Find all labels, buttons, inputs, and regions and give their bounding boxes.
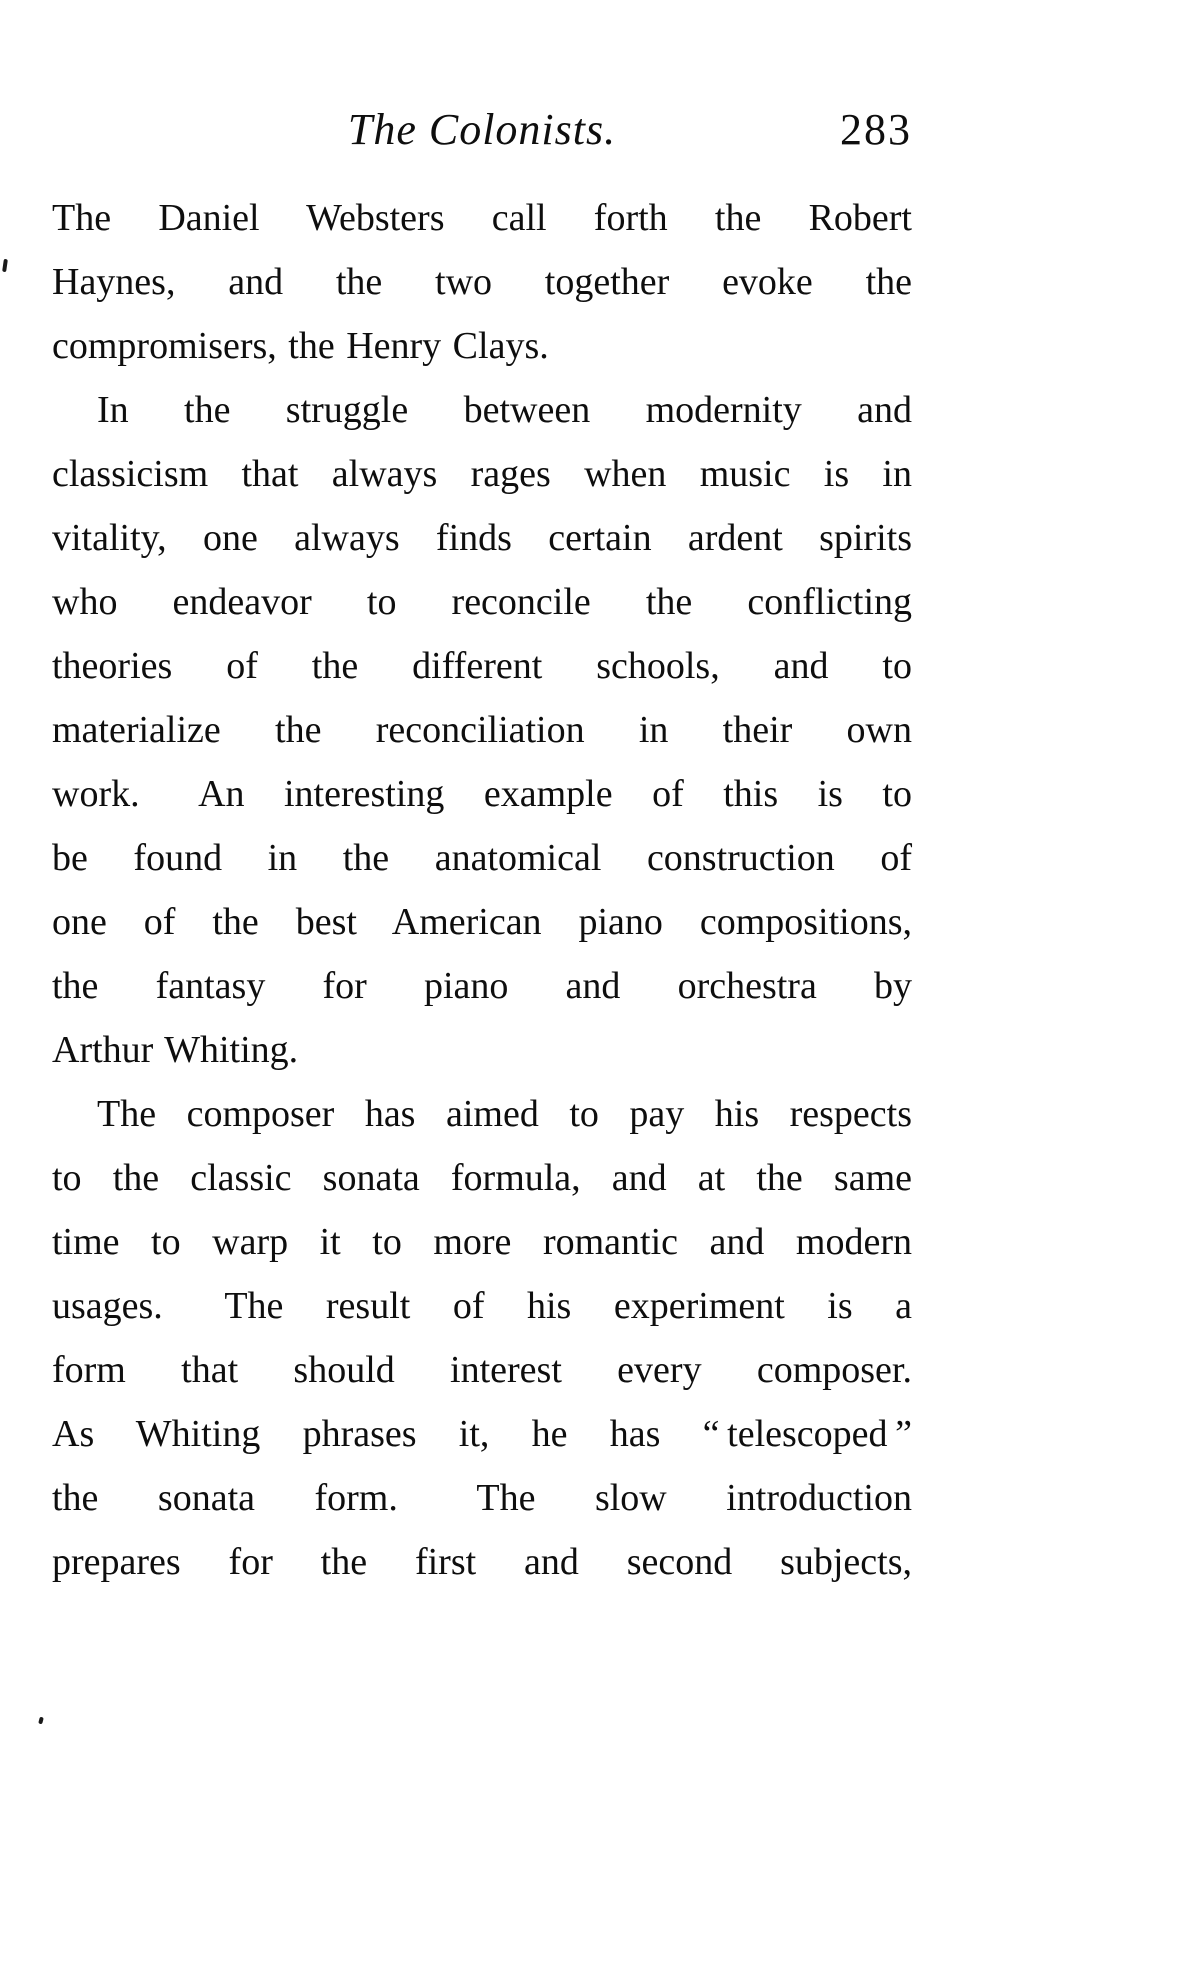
- text-line: vitality, one always finds certain ardent spirits: [52, 517, 912, 559]
- text-line: compromisers, the Henry Clays.: [52, 325, 549, 367]
- text-line: one of the best American piano compositions,: [52, 901, 912, 943]
- text-line: prepares for the first and second subjects,: [52, 1541, 912, 1583]
- running-title: The Colonists.: [347, 105, 617, 154]
- text-line: form that should interest every composer.: [52, 1349, 912, 1391]
- text-line: work. An interesting example of this is to: [52, 773, 912, 815]
- text-line: As Whiting phrases it, he has “ telescoped ”: [52, 1413, 912, 1455]
- text-line: be found in the anatomical construction of: [52, 837, 912, 879]
- text-line: to the classic sonata formula, and at the same: [52, 1157, 912, 1199]
- text-line: the fantasy for piano and orchestra by: [52, 965, 912, 1007]
- page-number: 283: [840, 105, 912, 154]
- text-line: Arthur Whiting.: [52, 1029, 299, 1071]
- text-line: Haynes, and the two together evoke the: [52, 261, 912, 303]
- text-line: the sonata form. The slow introduction: [52, 1477, 912, 1519]
- body-text: [52, 186, 912, 1594]
- text-line: The composer has aimed to pay his respects: [97, 1093, 912, 1135]
- scan-speck: [2, 259, 8, 272]
- text-line: time to warp it to more romantic and modern: [52, 1221, 912, 1263]
- text-line: theories of the different schools, and to: [52, 645, 912, 687]
- text-line: The Daniel Websters call forth the Robert: [52, 197, 912, 239]
- text-line: classicism that always rages when music is in: [52, 453, 912, 495]
- text-line: who endeavor to reconcile the conflicting: [52, 581, 912, 623]
- text-line: In the struggle between modernity and: [97, 389, 912, 431]
- text-line: usages. The result of his experiment is a: [52, 1285, 912, 1327]
- scan-speck: [38, 1717, 44, 1725]
- page-header: [52, 100, 912, 160]
- text-line: materialize the reconciliation in their own: [52, 709, 912, 751]
